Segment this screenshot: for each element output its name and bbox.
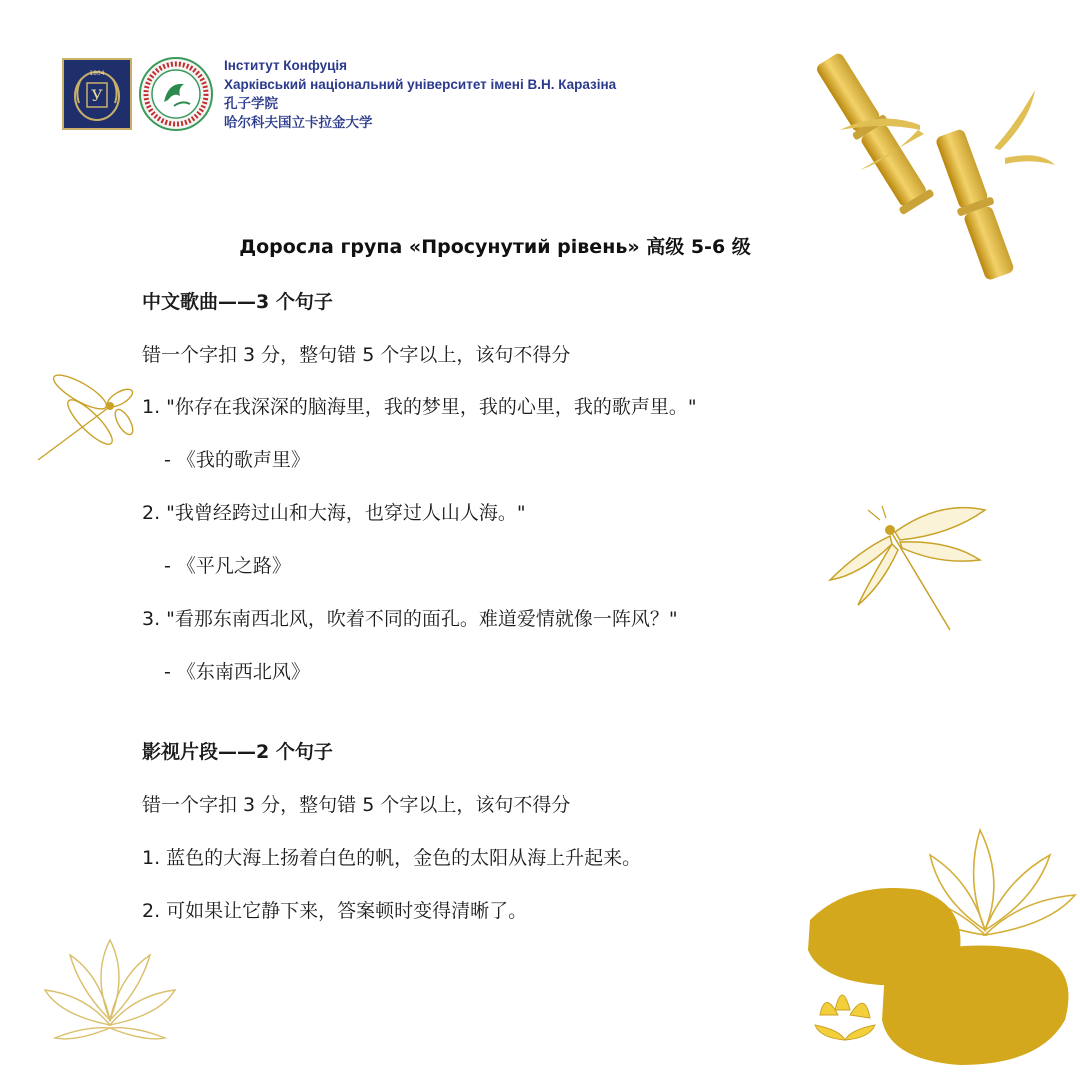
film-sentence-1: 1. 蓝色的大海上扬着白色的帆，金色的太阳从海上升起来。 xyxy=(142,847,642,869)
lotus-outline-left-icon xyxy=(40,930,180,1050)
university-name-uk: Харківський національний університет імені В.Н. Каразіна xyxy=(224,76,617,92)
institute-name-block xyxy=(224,57,616,132)
university-logo xyxy=(62,58,132,130)
institute-name-uk: Інститут Конфуція xyxy=(224,57,348,73)
song-quote-1: 1. "你存在我深深的脑海里，我的梦里，我的心里，我的歌声里。" xyxy=(142,396,697,418)
song-source-2: - 《平凡之路》 xyxy=(164,555,291,577)
water-lily-decoration xyxy=(790,810,1080,1080)
section-heading-film: 影视片段——2 个句子 xyxy=(142,741,333,763)
bamboo-decoration xyxy=(800,30,1060,300)
section-heading-songs: 中文歌曲——3 个句子 xyxy=(142,291,333,313)
song-quote-3: 3. "看那东南西北风，吹着不同的面孔。难道爱情就像一阵风？" xyxy=(142,608,678,630)
song-source-1: - 《我的歌声里》 xyxy=(164,449,310,471)
song-quote-2: 2. "我曾经跨过山和大海，也穿过人山人海。" xyxy=(142,502,526,524)
university-name-zh: 哈尔科夫国立卡拉金大学 xyxy=(224,114,373,130)
dragonfly-left-icon xyxy=(28,368,140,468)
section-rule-songs: 错一个字扣 3 分，整句错 5 个字以上，该句不得分 xyxy=(142,344,571,366)
film-sentence-2: 2. 可如果让它静下来，答案顿时变得清晰了。 xyxy=(142,900,528,922)
song-source-3: - 《东南西北风》 xyxy=(164,661,310,683)
section-rule-film: 错一个字扣 3 分，整句错 5 个字以上，该句不得分 xyxy=(142,794,571,816)
dragonfly-right-icon xyxy=(820,490,995,640)
univ-logo-year: 1804 xyxy=(89,70,105,77)
confucius-institute-logo xyxy=(138,56,214,132)
univ-logo-letter: У xyxy=(91,86,103,105)
header xyxy=(62,56,616,132)
page-title: Доросла група «Просунутий рівень» 高级 5-6 级 xyxy=(239,236,751,258)
institute-name-zh: 孔子学院 xyxy=(224,95,278,111)
